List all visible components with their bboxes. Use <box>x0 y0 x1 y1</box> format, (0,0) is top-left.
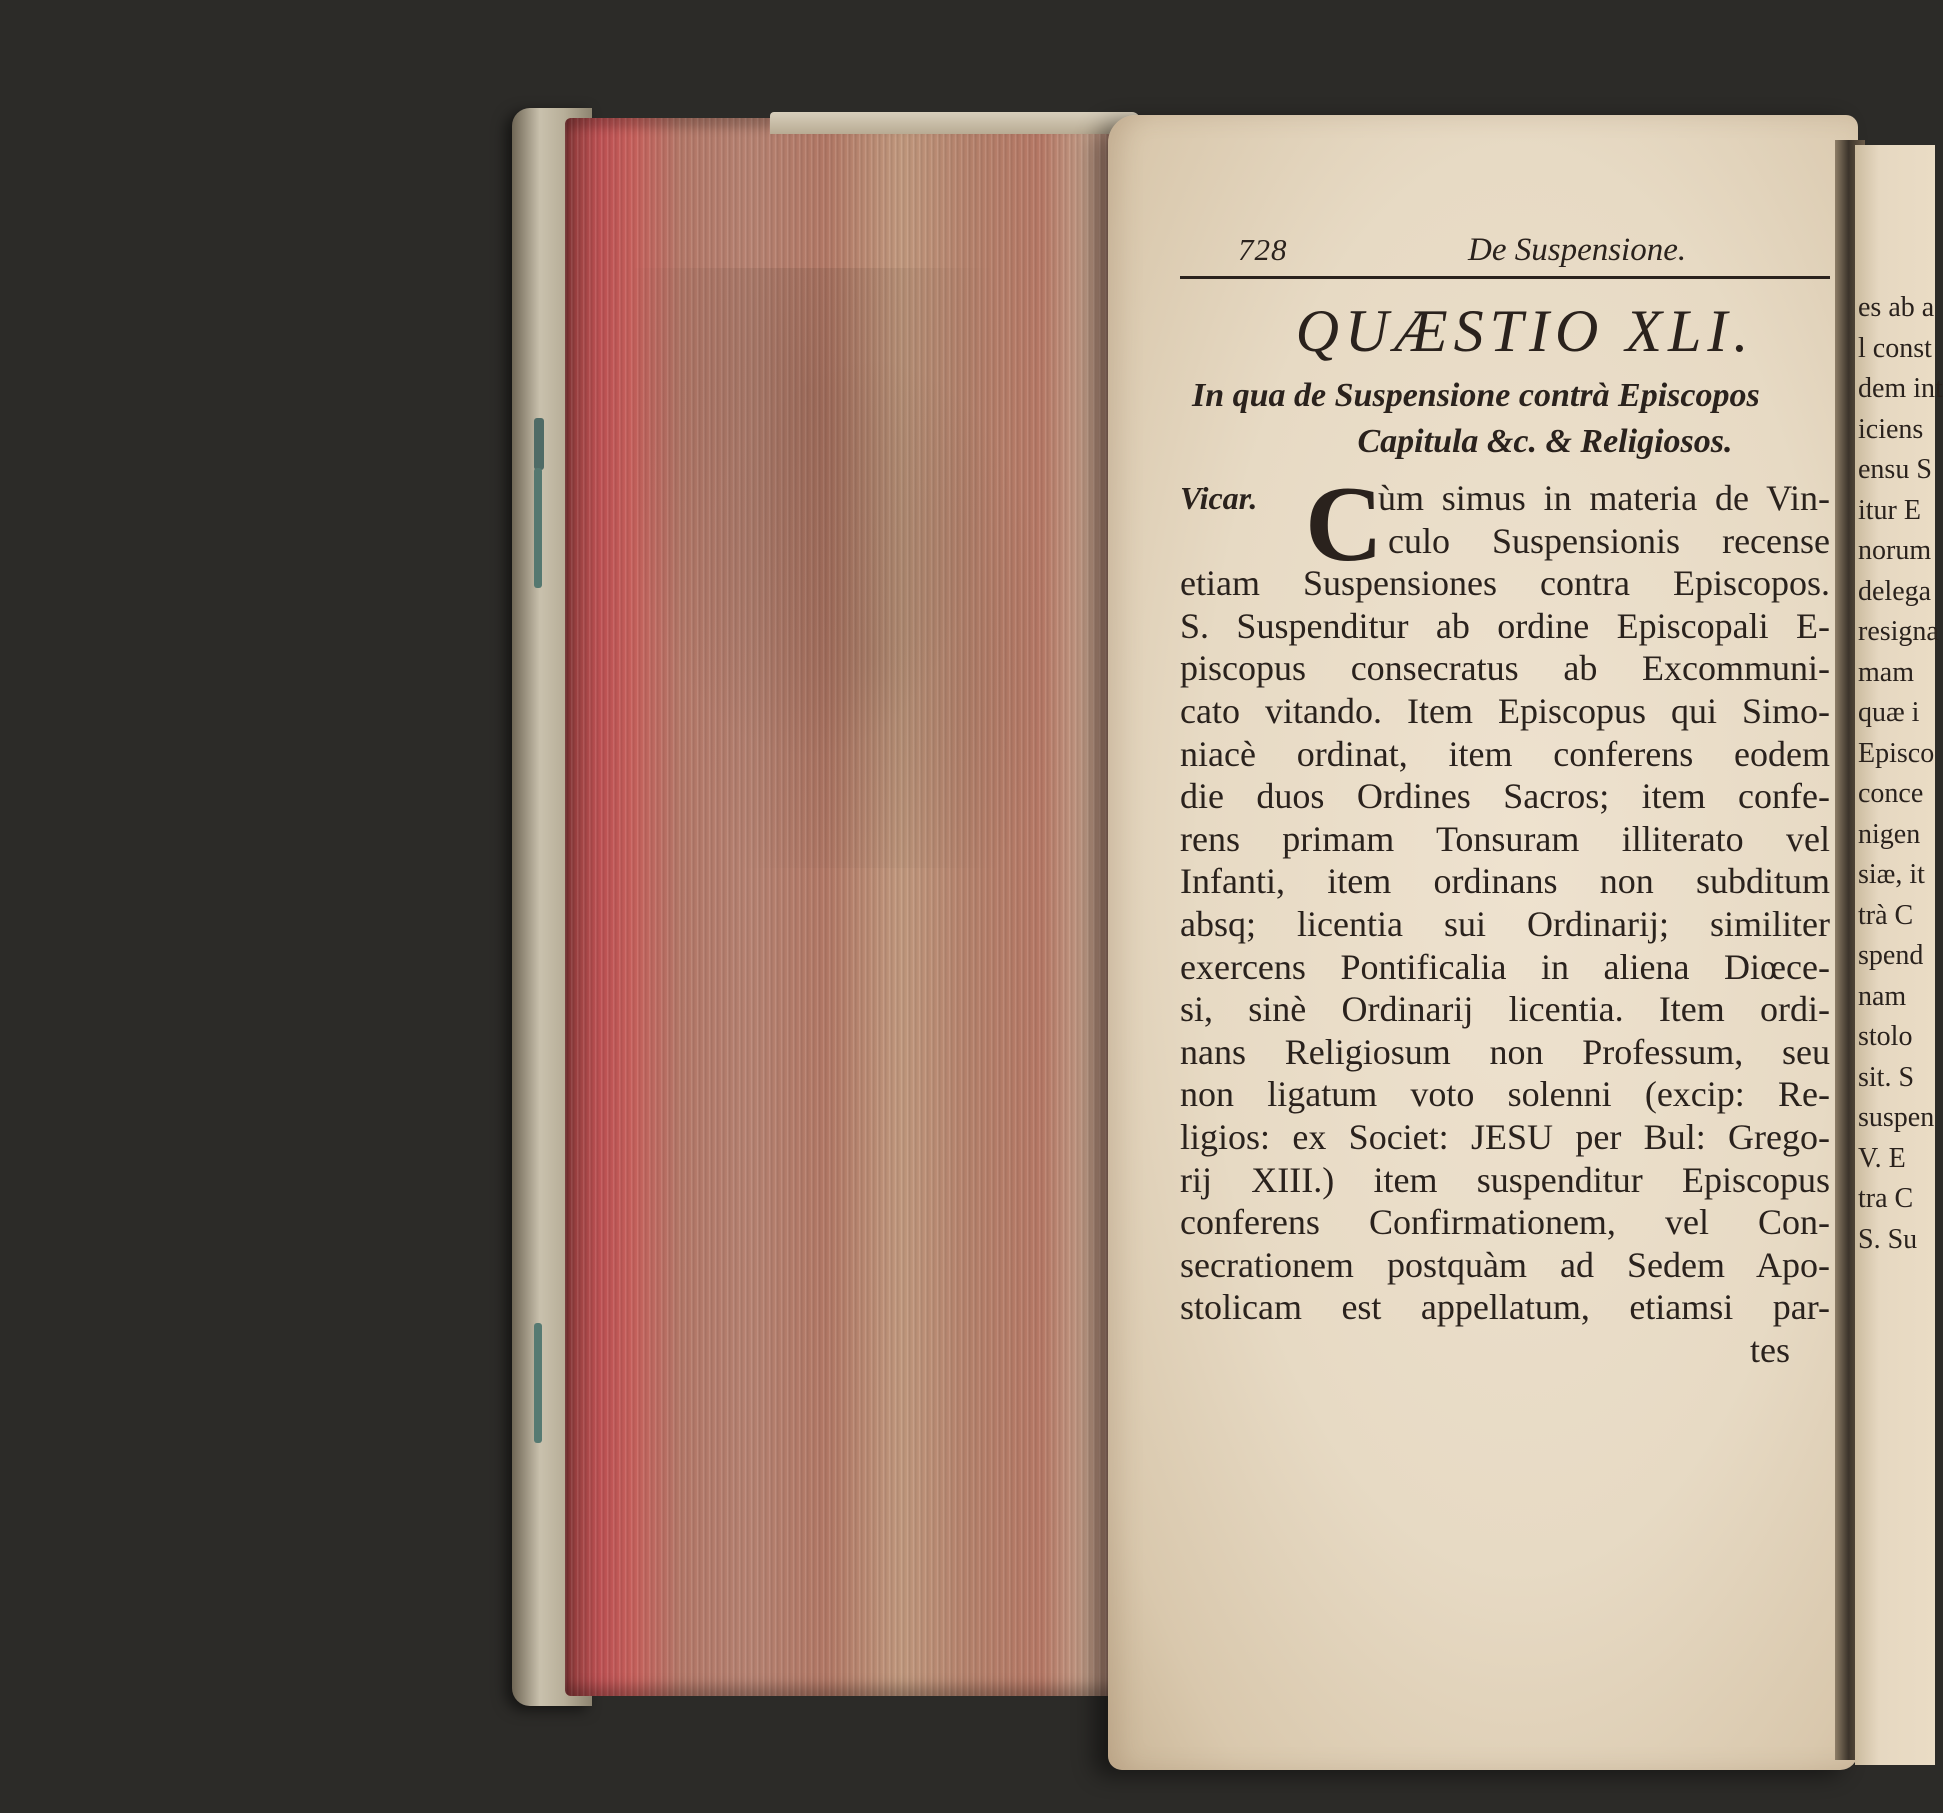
text-line: etiam Suspensiones contra Episcopos. <box>1180 563 1830 604</box>
text-line: rens primam Tonsuram illiterato vel <box>1180 818 1830 859</box>
running-title: De Suspensione. <box>1468 232 1687 268</box>
fragment-line: mam <box>1858 656 1914 688</box>
body-text <box>1180 465 1830 1577</box>
fragment-line: resigna <box>1858 616 1939 647</box>
text-line: cato vitando. Item Episcopus qui Simo- <box>1180 690 1830 731</box>
chapter-subtitle <box>1180 373 1830 465</box>
page-number: 728 <box>1238 232 1288 267</box>
fragment-line: ensu S <box>1858 454 1932 485</box>
text-line: S. Suspenditur ab ordine Episcopali E- <box>1180 605 1830 646</box>
page-edges-top <box>770 112 1140 134</box>
text-line: die duos Ordines Sacros; item confe- <box>1180 776 1830 817</box>
page-edges <box>565 118 1145 1696</box>
fragment-line: stolo <box>1858 1021 1913 1052</box>
fragment-line: trà C <box>1858 899 1914 931</box>
chapter-title: QUÆSTIO XLI. <box>1295 298 1755 364</box>
text-line: exercens Pontificalia in aliena Diœce- <box>1180 946 1830 987</box>
fragment-line: dem int <box>1858 373 1943 404</box>
fragment-line: spend <box>1858 940 1924 971</box>
page-text-block <box>1180 228 1830 1577</box>
text-line: culo Suspensionis recense <box>1388 520 1830 561</box>
facing-page-text <box>1858 288 1943 1260</box>
clasp-icon <box>534 468 542 588</box>
text-line: stolicam est appellatum, etiamsi par- <box>1180 1287 1830 1328</box>
text-line: piscopus consecratus ab Excommuni- <box>1180 648 1830 689</box>
fragment-line: itur E <box>1858 494 1921 526</box>
text-line: si, sinè Ordinarij licentia. Item ordi- <box>1180 989 1830 1030</box>
fragment-line: norum <box>1858 535 1932 566</box>
fragment-line: V. E <box>1858 1142 1906 1174</box>
fragment-line: suspen <box>1858 1102 1935 1133</box>
fragment-line: sit. S <box>1858 1061 1915 1093</box>
clasp-icon <box>534 418 544 470</box>
fragment-line: siæ, it <box>1858 859 1925 890</box>
fragment-line: l const <box>1858 332 1932 364</box>
subtitle-line: In qua de Suspensione contrà Episcopos <box>1192 377 1760 414</box>
text-line: Infanti, item ordinans non subditum <box>1180 861 1830 902</box>
clasp-icon <box>534 1323 542 1443</box>
text-line: nans Religiosum non Professum, seu <box>1180 1031 1830 1072</box>
fragment-line: delega <box>1858 575 1932 607</box>
text-line: secrationem postquàm ad Sedem Apo- <box>1180 1244 1830 1285</box>
fragment-line: nigen <box>1858 818 1921 850</box>
fragment-line: tra C <box>1858 1183 1914 1214</box>
fragment-line: quæ i <box>1858 697 1920 728</box>
fragment-line: Episco <box>1858 737 1935 769</box>
text-line: ùm simus in materia de Vin- <box>1378 478 1830 518</box>
fragment-line: conce <box>1858 778 1924 809</box>
catchword: tes <box>1750 1329 1790 1370</box>
text-line: niacè ordinat, item conferens eodem <box>1180 733 1830 774</box>
text-line: non ligatum voto solenni (excip: Re- <box>1180 1074 1830 1115</box>
text-line: rij XIII.) item suspenditur Episcopus <box>1180 1159 1830 1200</box>
text-line: conferens Confirmationem, vel Con- <box>1180 1202 1830 1243</box>
fragment-line: iciens <box>1858 413 1924 445</box>
fragment-line: S. Su <box>1858 1223 1918 1255</box>
text-line: ligios: ex Societ: JESU per Bul: Grego- <box>1180 1116 1830 1157</box>
running-head <box>1180 228 1830 279</box>
text-line: absq; licentia sui Ordinarij; similiter <box>1180 903 1830 944</box>
margin-note: Vicar. <box>1180 480 1258 516</box>
fragment-line: nam <box>1858 980 1907 1012</box>
drop-cap: C <box>1305 465 1383 584</box>
subtitle-line: Capitula &c. & Religiosos. <box>1357 423 1733 460</box>
fragment-line: es ab a <box>1858 292 1935 323</box>
